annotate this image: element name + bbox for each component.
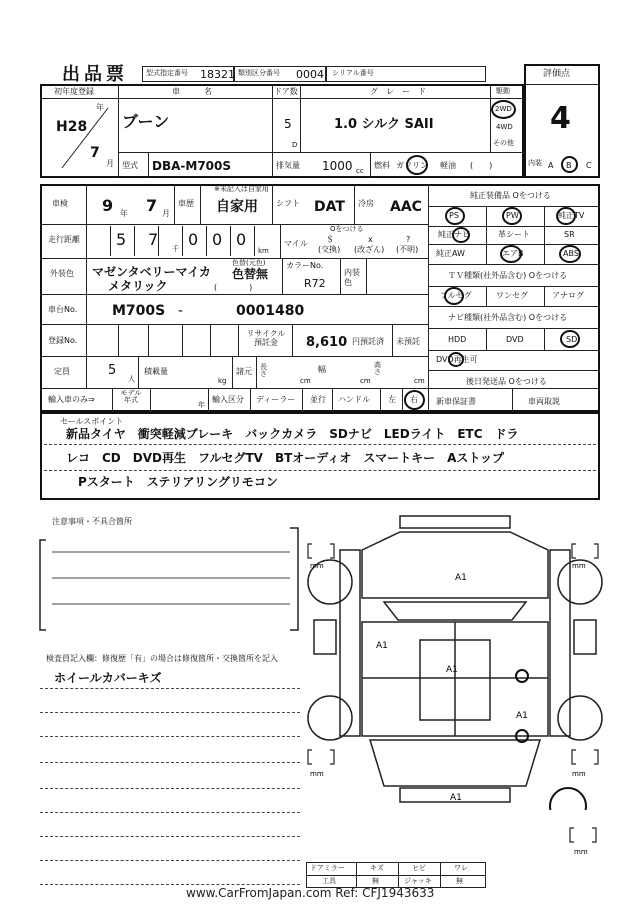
handle-right: 右	[410, 395, 418, 404]
drive-opt-other: その他	[493, 139, 514, 147]
damage-mark-hood: A1	[455, 573, 467, 583]
import-label: 輸入車のみ⇒	[48, 395, 95, 404]
serial-label: シリアル番号	[332, 69, 374, 77]
chassis-model: M700S	[112, 303, 166, 319]
capacity-label: 定員	[54, 367, 70, 376]
sales-points-line-3: Pスタート ステリアリングリモコン	[78, 475, 278, 489]
color-no-label: カラーNo.	[286, 261, 324, 270]
shift-label: シフト	[276, 199, 300, 208]
equip-abs: ABS	[563, 249, 579, 258]
fuel-gas: ガソリン	[396, 161, 428, 170]
sales-points-label: セールスポイント	[60, 417, 124, 426]
mileage-digit-3: 0	[188, 230, 199, 249]
chassis-label: 車台No.	[48, 305, 78, 314]
defects-label: 注意事項・不具合箇所	[52, 517, 132, 526]
fuel-circle	[406, 155, 428, 175]
mileage-digit-5: 0	[236, 230, 247, 249]
damage-mark-left-door: A1	[376, 641, 388, 651]
import-parallel: 並行	[310, 395, 326, 404]
mile-opt-label-2: (改ざん)	[354, 245, 385, 254]
recycle-not: 未預託	[396, 337, 420, 346]
ac-label: 冷房	[358, 199, 374, 208]
history-note: ※未記入は自家用	[214, 185, 269, 193]
model-year-label: モデル年式	[120, 389, 142, 404]
mile-opt-1: ＄	[326, 235, 334, 244]
interior-a: A	[548, 161, 554, 170]
footer-watermark[interactable]: www.CarFromJapan.com Ref: CFJ1943633	[186, 886, 435, 900]
mileage-digit-1: 5	[116, 230, 127, 249]
height-unit: cm	[414, 377, 425, 385]
fuel-label: 燃料	[374, 161, 390, 170]
interior-color-label: 内装 色	[344, 268, 360, 287]
drive-opt-2wd: 2WD	[495, 105, 512, 113]
type-value: DBA-M700S	[152, 159, 232, 173]
model-year-unit: 年	[198, 401, 205, 409]
mileage-km: km	[258, 247, 269, 255]
width-label: 幅	[318, 365, 326, 374]
doors-suffix: D	[292, 141, 298, 149]
color-no-value: R72	[304, 277, 326, 290]
color-orig-label: 色替(元色)	[232, 259, 266, 267]
doors-value: 5	[284, 117, 292, 131]
dvd-play-circle	[448, 352, 464, 367]
inspection-month-unit: 月	[162, 209, 170, 218]
svg-text:mm: mm	[310, 562, 324, 570]
inspection-year-unit: 年	[120, 209, 128, 218]
height-label: 高さ	[374, 361, 381, 376]
chassis-dash: -	[178, 303, 184, 319]
cc-unit: cc	[356, 167, 364, 175]
equip-airbag: エアB	[502, 249, 524, 258]
inspector-note: ホイールカバーキズ	[54, 671, 162, 685]
equip-pw: PW	[506, 211, 519, 220]
grade-value: 1.0 シルク SAII	[334, 117, 434, 132]
tv-title: ＴＶ種類(社外品含む) Oをつける	[448, 271, 568, 280]
tv-fullseg: フルセグ	[440, 291, 472, 300]
drive-opt-4wd: 4WD	[496, 123, 513, 131]
first-reg-month-unit: 月	[106, 159, 114, 168]
form-title: 出品票	[62, 64, 128, 85]
displacement-value: 1000	[322, 159, 353, 173]
load-unit: kg	[218, 377, 227, 385]
first-reg-label: 初年度登録	[54, 87, 94, 96]
damage-mark-roof: A1	[446, 665, 458, 675]
handle-circle	[404, 390, 425, 410]
length-label: 長さ	[260, 363, 267, 378]
mileage-label: 走行距離	[48, 235, 80, 244]
dvd-play: DVD再生可	[436, 355, 478, 364]
score-label: 評価点	[543, 69, 571, 79]
mile-opt-2: x	[368, 235, 373, 244]
equip-navi: 純正ナビ	[438, 230, 470, 239]
defects-box-corners	[38, 526, 302, 634]
interior-circle	[561, 156, 578, 173]
capacity-unit: 人	[128, 375, 135, 383]
equip-tv-circle	[556, 207, 576, 225]
first-reg-year: H28	[56, 119, 88, 135]
genuine-title: 純正装備品 Oをつける	[470, 191, 551, 200]
inspector-label: 検査員記入欄：修復歴「有」の場合は修復箇所・交換箇所を記入	[46, 654, 278, 663]
legend-row-label: 工具	[322, 877, 336, 885]
equip-sr: SR	[564, 230, 575, 239]
model-designation-value: 18321	[200, 68, 235, 81]
interior-label: 内装	[528, 159, 542, 167]
mile-label: マイル	[284, 239, 308, 248]
equip-navi-circle	[452, 227, 470, 243]
handle-left: 左	[388, 395, 396, 404]
recycle-unit: 円預託済	[352, 337, 384, 346]
capacity-value: 5	[108, 363, 117, 378]
reg-no-label: 登録No.	[48, 336, 78, 345]
damage-mark-right-rear: A1	[516, 711, 528, 721]
length-unit: cm	[300, 377, 311, 385]
navi-sd: SD	[566, 335, 578, 344]
first-reg-year-unit: 年	[96, 103, 104, 112]
color-name-2: メタリック	[108, 279, 168, 293]
mile-opt-3: ?	[406, 235, 411, 244]
damage-mark-rear-bumper: A1	[450, 793, 462, 803]
drive-circle	[491, 100, 516, 119]
mileage-digit-4: 0	[212, 230, 223, 249]
mileage-sen: 千	[172, 245, 179, 253]
category-label: 類別区分番号	[238, 69, 280, 77]
legend-row-val-1: 無	[372, 877, 379, 885]
equip-pw-circle	[502, 207, 522, 225]
doors-label: ドア数	[274, 87, 298, 96]
fuel-diesel: 軽油	[440, 161, 456, 170]
inspection-month: 7	[146, 196, 158, 215]
mileage-digit-2: 7	[148, 230, 159, 249]
tv-analog: アナログ	[552, 291, 584, 300]
svg-text:mm: mm	[572, 562, 586, 570]
equip-ps: PS	[449, 211, 459, 220]
equip-airbag-circle	[500, 245, 522, 263]
equip-ps-circle	[445, 207, 465, 225]
equip-tv: 純正TV	[558, 211, 585, 220]
legend-header-crack: ヒビ	[412, 864, 426, 872]
ac-value: AAC	[390, 199, 422, 215]
svg-text:mm: mm	[574, 848, 588, 856]
mile-opt-label-3: (不明)	[396, 245, 419, 254]
grade-label: グ レ ー ド	[370, 87, 426, 96]
equip-leather: 革シート	[498, 230, 530, 239]
score-value: 4	[550, 101, 571, 136]
sales-points-line-1: 新品タイヤ 衝突軽減ブレーキ バックカメラ SDナビ LEDライト ETC ドラ	[66, 427, 519, 441]
drive-label: 駆動	[496, 87, 510, 95]
bottom-bracket	[566, 822, 606, 862]
mile-circle-note: Oをつける	[330, 225, 364, 233]
interior-c: C	[586, 161, 592, 170]
aftermarket-manual: 車両取説	[528, 397, 560, 406]
aftermarket-warranty: 新車保証書	[436, 397, 476, 406]
inspection-label: 車検	[52, 199, 68, 208]
dims-label: 諸元	[236, 367, 252, 376]
legend-header-mirror: ドアミラー	[310, 864, 345, 872]
legend-row-val-2: ジャッキ	[404, 877, 432, 885]
recycle-value: 8,610	[306, 335, 348, 350]
legend-header-scratch: キズ	[370, 864, 384, 872]
load-label: 積載量	[144, 367, 168, 376]
history-value: 自家用	[216, 199, 258, 215]
color-orig-paren: ( )	[214, 283, 253, 292]
tv-fullseg-circle	[444, 287, 464, 305]
equip-aw: 純正AW	[436, 249, 465, 258]
interior-b: B	[566, 161, 572, 170]
legend-row-val-3: 無	[456, 877, 463, 885]
type-label: 型式	[122, 161, 138, 170]
car-name: ブーン	[122, 112, 170, 131]
recycle-label: リサイクル預託金	[246, 329, 286, 347]
car-damage-diagram	[300, 510, 610, 810]
mile-opt-label-1: (交換)	[318, 245, 341, 254]
color-name-1: マゼンタベリーマイカ	[92, 265, 211, 279]
chassis-number: 0001480	[236, 303, 305, 319]
car-name-label: 車 名	[172, 87, 212, 96]
inspection-year: 9	[102, 196, 114, 215]
import-class-label: 輸入区分	[212, 395, 244, 404]
navi-hdd: HDD	[448, 335, 467, 344]
navi-title: ナビ種類(社外品含む) Oをつける	[448, 313, 568, 322]
handle-label: ハンドル	[338, 395, 370, 404]
color-orig-value: 色替無	[232, 267, 269, 281]
first-reg-month: 7	[90, 145, 100, 161]
navi-dvd: DVD	[506, 335, 524, 344]
sales-points-line-2: レコ CD DVD再生 フルセグTV BTオーディオ スマートキー Aストップ	[66, 451, 505, 465]
svg-text:mm: mm	[310, 770, 324, 778]
color-label: 外装色	[50, 269, 74, 278]
import-dealer: ディーラー	[256, 395, 296, 404]
tv-oneseg: ワンセグ	[496, 291, 528, 300]
equip-abs-circle	[559, 245, 581, 263]
model-designation-label: 型式指定番号	[146, 69, 188, 77]
history-label: 車歴	[178, 199, 194, 208]
shift-value: DAT	[314, 199, 345, 215]
fuel-paren: ( )	[470, 161, 493, 170]
legend-header-break: ワレ	[454, 864, 468, 872]
aftermarket-title: 後日発送品 Oをつける	[466, 377, 547, 386]
displacement-label: 排気量	[276, 161, 300, 170]
category-value: 0004	[296, 68, 324, 81]
navi-sd-circle	[560, 330, 580, 348]
svg-text:mm: mm	[572, 770, 586, 778]
width-unit: cm	[360, 377, 371, 385]
